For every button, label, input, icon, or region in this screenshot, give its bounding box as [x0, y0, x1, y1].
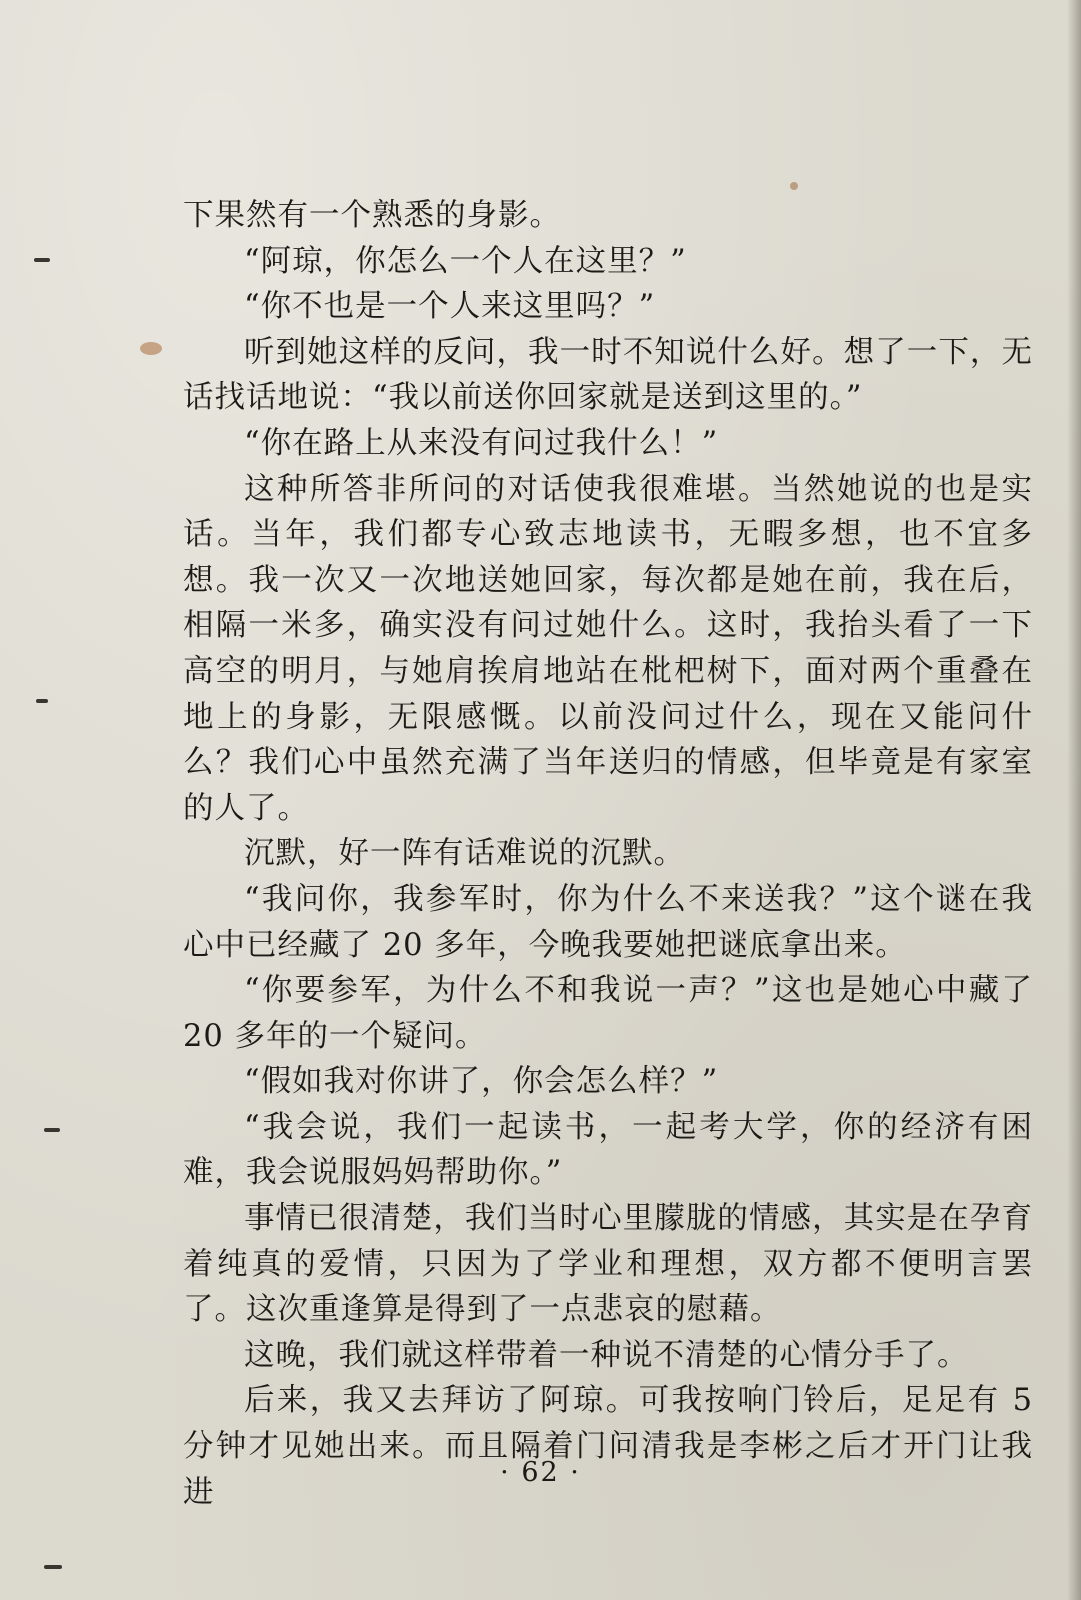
paragraph: “假如我对你讲了，你会怎么样？”	[244, 1064, 719, 1100]
paragraph: 这种所答非所问的对话使我很难堪。当然她说的也是实话。当年，我们都专心致志地读书，无暇多想，也不宜多想。我一次又一次地送她回家，每次都是她在前，我在后，相隔一米多，确实没有问过她什么。这时，我抬头看了一下高空的明月，与她肩挨肩地站在枇杷树下，面对两个重叠在地上的身影，无限感慨。以前没问过什么，现在又能问什么？我们心中虽然充满了当年送归的情感，但毕竟是有家室的人了。	[183, 471, 1033, 826]
paper-stain	[790, 182, 798, 190]
margin-mark	[44, 1128, 60, 1132]
paragraph: 下果然有一个熟悉的身影。	[183, 198, 561, 233]
paragraph: “你在路上从来没有问过我什么！”	[244, 425, 719, 461]
margin-mark	[36, 699, 48, 703]
paragraph: “你要参军，为什么不和我说一声？”这也是她心中藏了 20 多年的一个疑问。	[183, 973, 1033, 1054]
paragraph: “我问你，我参军时，你为什么不来送我？”这个谜在我心中已经藏了 20 多年，今晚我要她把谜底拿出来。	[183, 881, 1033, 963]
margin-mark	[34, 258, 50, 262]
page-number: · 62 ·	[500, 1457, 581, 1488]
paragraph: 后来，我又去拜访了阿琼。可我按响门铃后，足足有 5 分钟才见她出来。而且隔着门问清我是李彬之后才开门让我进	[183, 1383, 1033, 1510]
margin-mark	[44, 1565, 62, 1569]
body-text	[183, 193, 1033, 1515]
paper-stain	[140, 342, 162, 355]
paragraph: 沉默，好一阵有话难说的沉默。	[244, 836, 685, 872]
paragraph: 这晚，我们就这样带着一种说不清楚的心情分手了。	[244, 1337, 969, 1373]
paragraph: “我会说，我们一起读书，一起考大学，你的经济有困难，我会说服妈妈帮助你。”	[183, 1109, 1033, 1191]
paragraph: “阿琼，你怎么一个人在这里？”	[244, 243, 687, 279]
paragraph: 事情已很清楚，我们当时心里朦胧的情感，其实是在孕育着纯真的爱情，只因为了学业和理想，双方都不便明言罢了。这次重逢算是得到了一点悲哀的慰藉。	[183, 1201, 1033, 1328]
paragraph: 听到她这样的反问，我一时不知说什么好。想了一下，无话找话地说：“我以前送你回家就是送到这里的。”	[183, 334, 1033, 416]
paragraph: “你不也是一个人来这里吗？”	[244, 289, 656, 325]
